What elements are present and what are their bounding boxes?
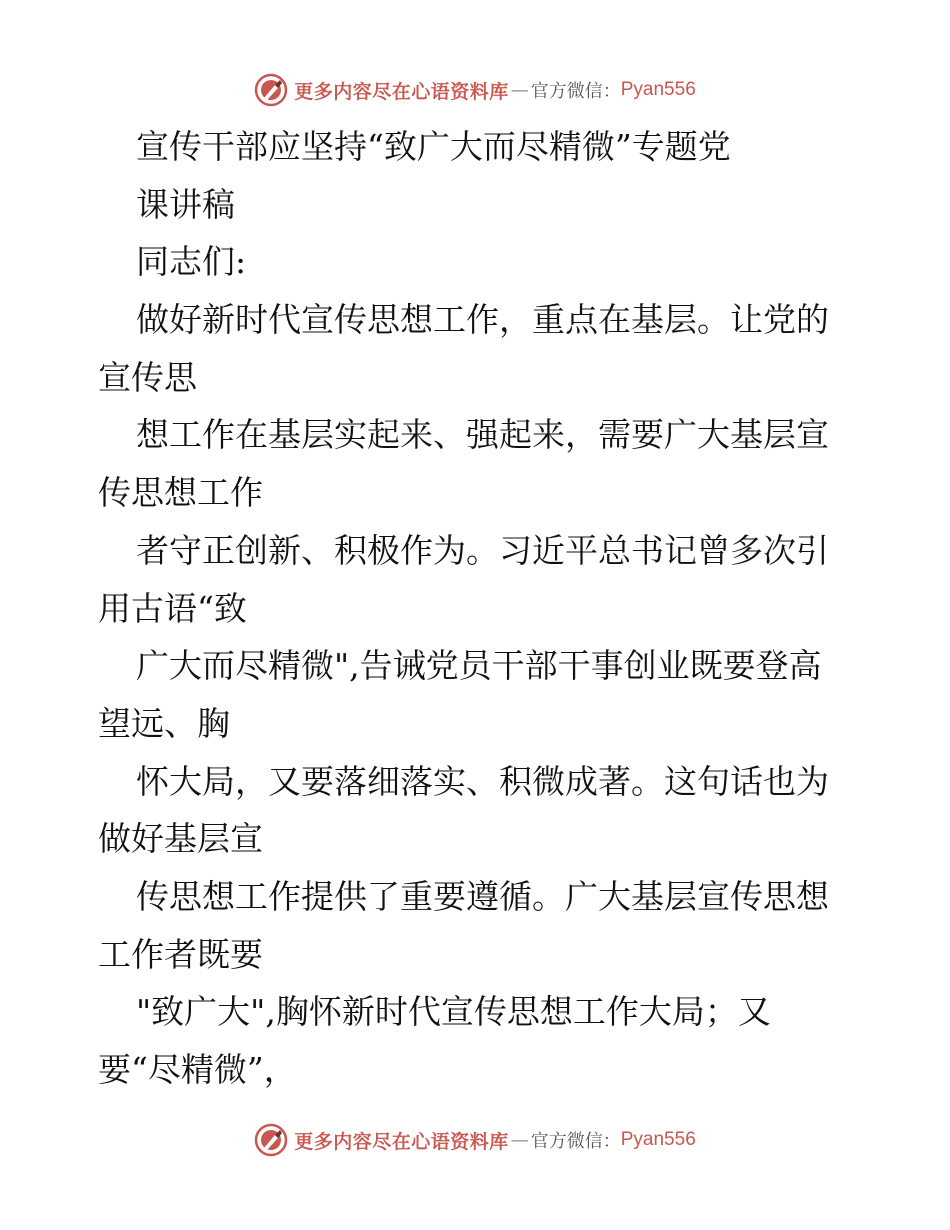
text-line: 望远、胸 xyxy=(98,703,230,743)
text-line: 要“尽精微”， xyxy=(98,1050,297,1089)
watermark-separator: — xyxy=(510,79,529,101)
watermark-site-text: 更多内容尽在心语资料库 xyxy=(294,1130,509,1153)
pen-logo-icon xyxy=(254,1123,288,1157)
text-line: 怀大局，又要落细落实、积微成著。这句话也为 xyxy=(136,761,829,801)
watermark-wechat-id: Pyan556 xyxy=(620,1129,696,1150)
text-line: 者守正创新、积极作为。习近平总书记曾多次引 xyxy=(136,530,829,570)
watermark-site-text: 更多内容尽在心语资料库 xyxy=(294,80,509,103)
text-line: 用古语“致 xyxy=(98,588,247,628)
text-line: 工作者既要 xyxy=(98,934,263,974)
header-watermark xyxy=(0,70,950,110)
text-line: 课讲稿 xyxy=(136,184,235,224)
text-line: 想工作在基层实起来、强起来，需要广大基层宣 xyxy=(136,415,829,455)
text-line: 广大而尽精微",告诫党员干部干事创业既要登高 xyxy=(136,646,822,686)
footer-watermark xyxy=(0,1120,950,1160)
text-line: 宣传干部应坚持“致广大而尽精微”专题党 xyxy=(136,127,731,166)
watermark-separator: — xyxy=(510,1129,529,1151)
text-line: 同志们: xyxy=(136,242,247,282)
watermark-wechat-id: Pyan556 xyxy=(620,79,696,100)
text-line: 做好基层宣 xyxy=(98,819,263,859)
text-line: "致广大",胸怀新时代宣传思想工作大局；又 xyxy=(136,992,771,1032)
text-line: 宣传思 xyxy=(98,357,197,397)
document-body xyxy=(98,118,858,1099)
text-line: 传思想工作提供了重要遵循。广大基层宣传思想 xyxy=(136,876,829,916)
pen-logo-icon xyxy=(254,73,288,107)
watermark-official-label: 官方微信： xyxy=(530,81,621,102)
text-line: 传思想工作 xyxy=(98,473,263,513)
watermark-official-label: 官方微信： xyxy=(530,1131,621,1152)
text-line: 做好新时代宣传思想工作，重点在基层。让党的 xyxy=(136,300,829,340)
